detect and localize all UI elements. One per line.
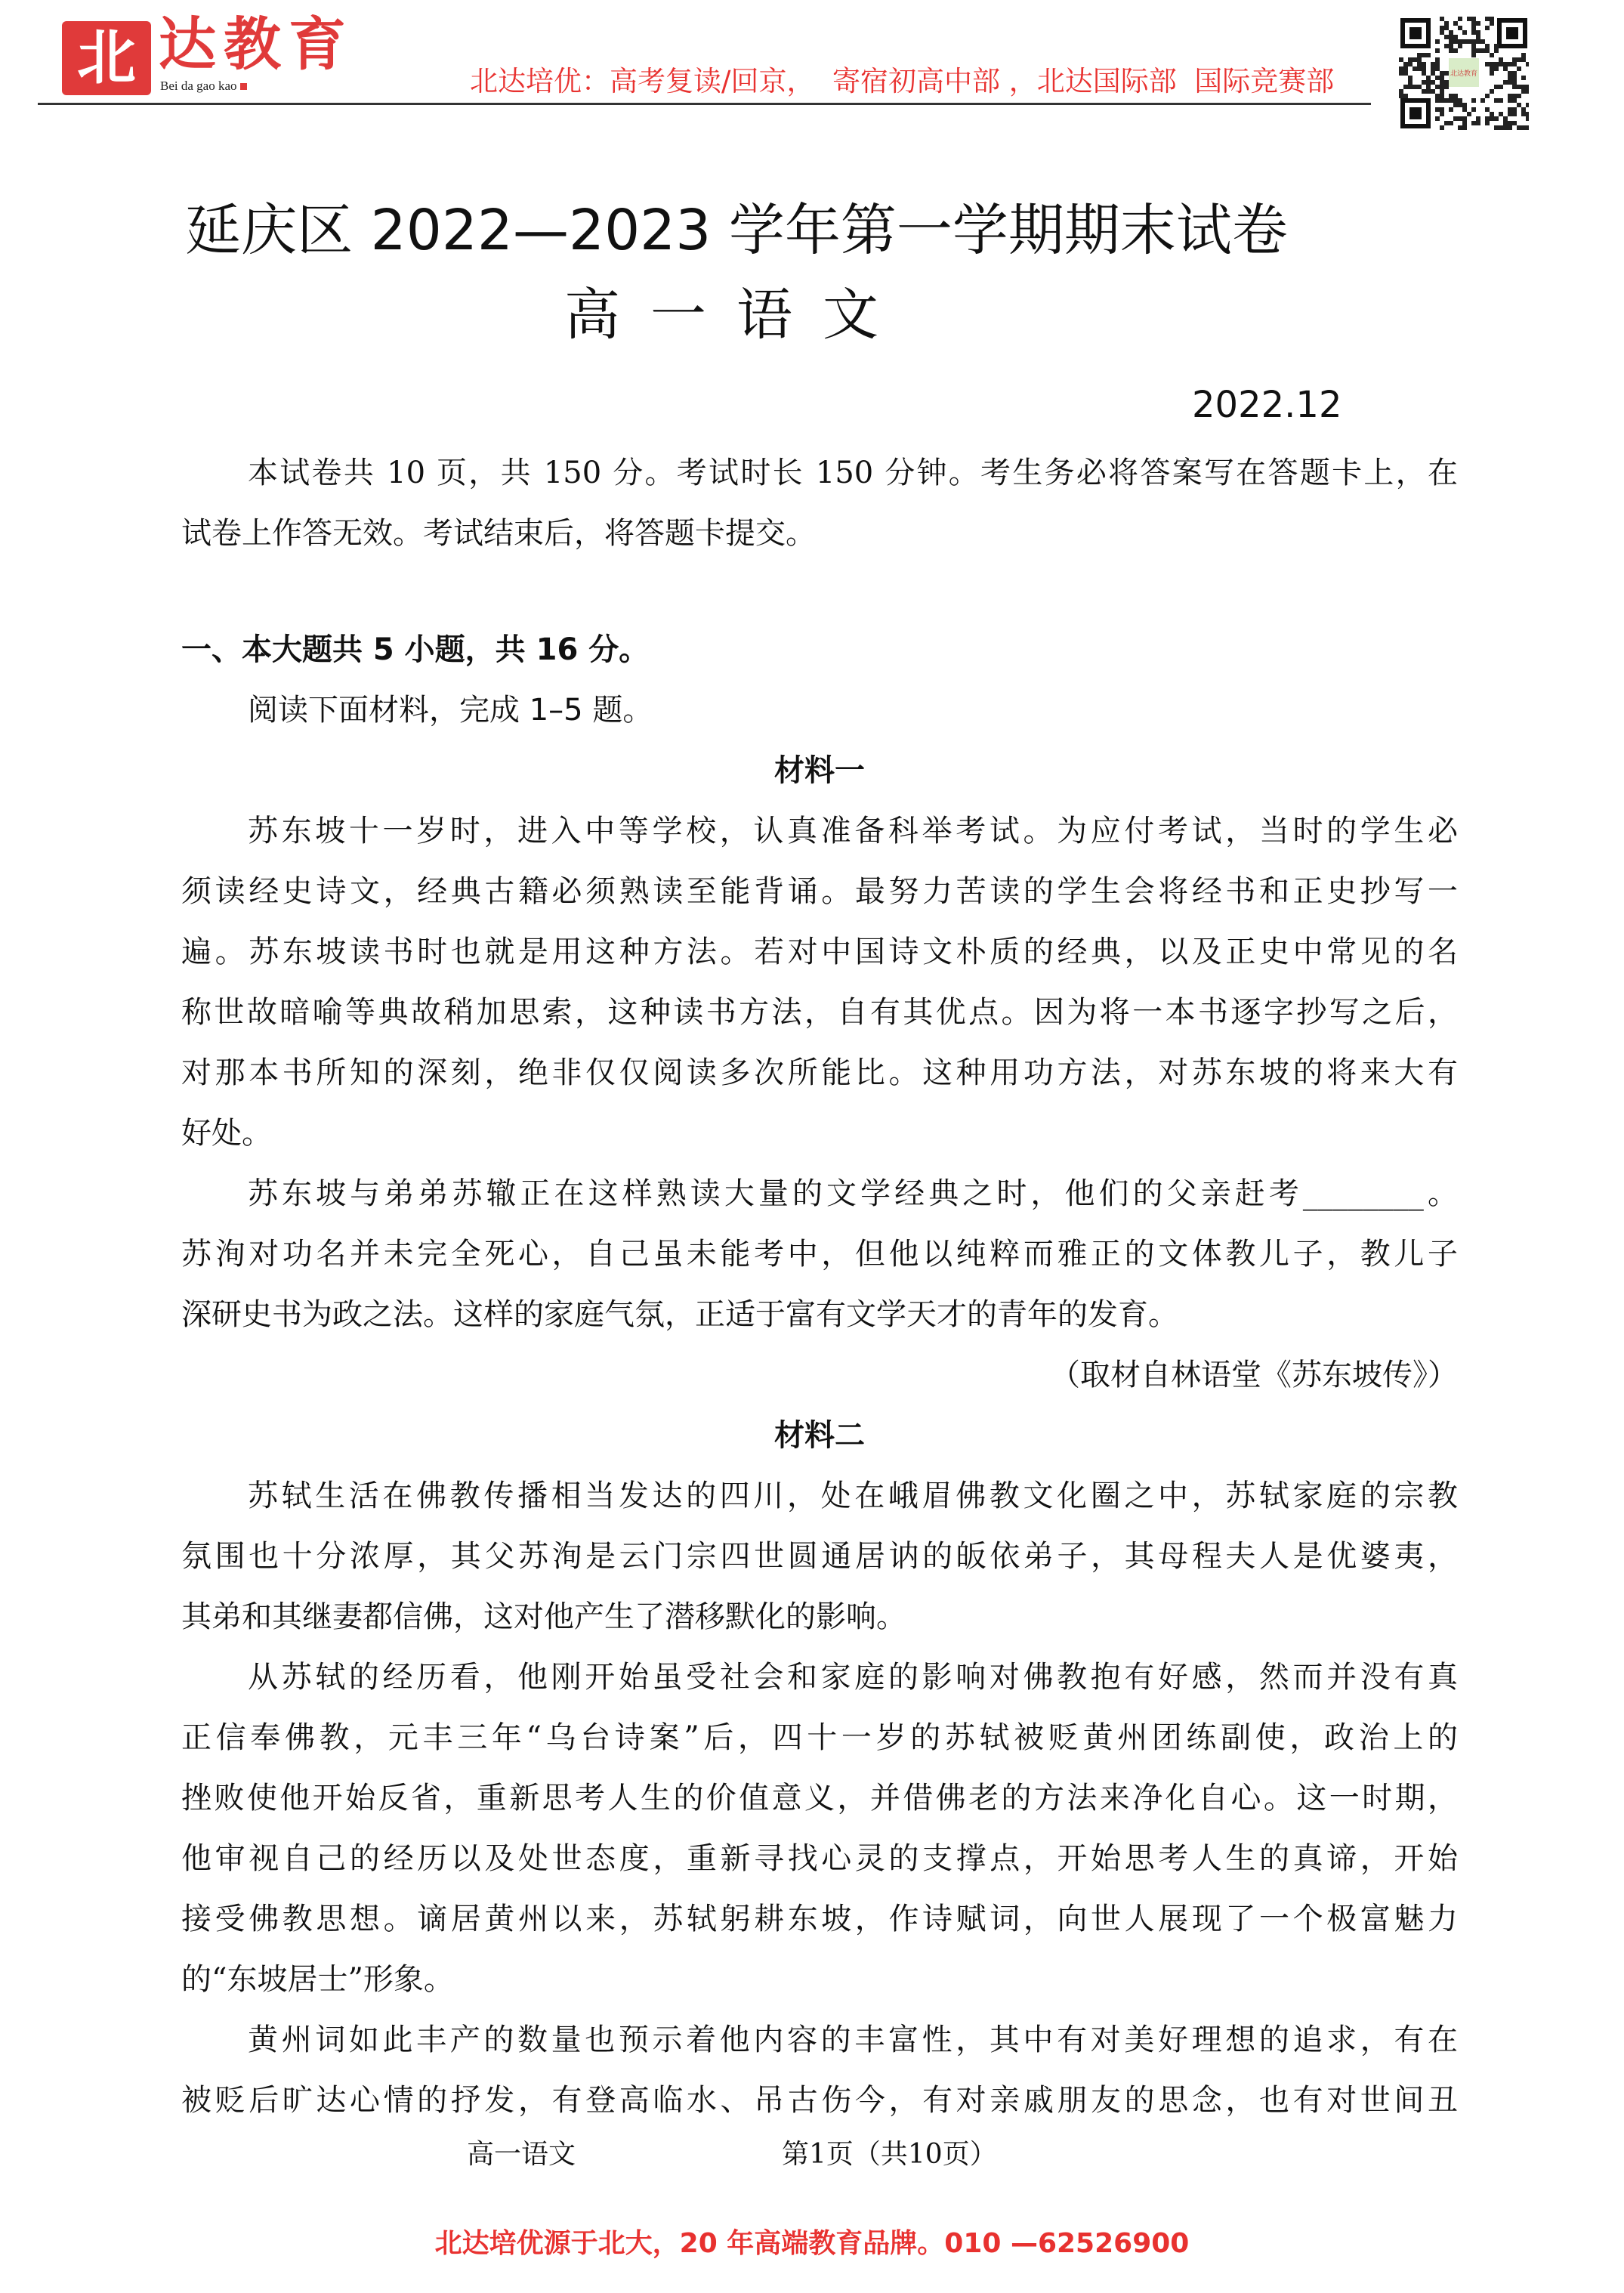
qr-module	[1508, 98, 1512, 103]
qr-module	[1417, 53, 1422, 57]
qr-module	[1449, 35, 1453, 39]
qr-module	[1476, 121, 1480, 125]
qr-module	[1512, 121, 1517, 125]
qr-module	[1462, 116, 1467, 121]
qr-module	[1485, 44, 1490, 48]
qr-module	[1399, 66, 1403, 71]
qr-module	[1435, 107, 1440, 112]
qr-module	[1521, 85, 1526, 89]
qr-module	[1512, 62, 1517, 66]
qr-module	[1422, 71, 1426, 76]
qr-module	[1417, 85, 1422, 89]
text-line: 其弟和其继妻都信佛，这对他产生了潜移默化的影响。	[181, 1599, 906, 1634]
qr-module	[1476, 48, 1480, 53]
text-line: 的“东坡居士”形象。	[181, 1962, 454, 1997]
qr-module	[1453, 39, 1458, 44]
qr-module	[1440, 71, 1444, 76]
qr-module	[1444, 85, 1449, 89]
qr-module	[1399, 71, 1403, 76]
qr-module	[1467, 17, 1471, 21]
qr-module	[1508, 76, 1512, 80]
qr-module	[1444, 35, 1449, 39]
qr-module	[1499, 62, 1503, 66]
qr-module	[1471, 26, 1476, 30]
qr-module	[1462, 125, 1467, 130]
qr-module	[1462, 107, 1467, 112]
qr-module	[1526, 62, 1529, 66]
qr-module	[1431, 71, 1435, 76]
qr-module	[1453, 21, 1458, 26]
text-line: 挫败使他开始反省，重新思考人生的价值意义，并借佛老的方法来净化自心。这一时期，	[181, 1781, 1458, 1816]
qr-module	[1490, 66, 1494, 71]
text-line: 他审视自己的经历以及处世态度，重新寻找心灵的支撑点，开始思考人生的真谛，开始	[181, 1841, 1458, 1876]
qr-module	[1494, 66, 1499, 71]
qr-module	[1494, 125, 1499, 130]
qr-module	[1521, 89, 1526, 94]
qr-module	[1521, 112, 1526, 116]
qr-module	[1471, 21, 1476, 26]
qr-label: 北达教育	[1450, 70, 1478, 78]
qr-module	[1435, 66, 1440, 71]
qr-module	[1485, 107, 1490, 112]
qr-module	[1512, 94, 1517, 98]
qr-module	[1521, 107, 1526, 112]
section-instruction: 阅读下面材料，完成 1–5 题。	[248, 693, 653, 728]
qr-module	[1494, 62, 1499, 66]
qr-module	[1508, 94, 1512, 98]
qr-module	[1494, 98, 1499, 103]
qr-module	[1485, 17, 1490, 21]
qr-module	[1512, 57, 1517, 62]
qr-module	[1440, 94, 1444, 98]
qr-module	[1458, 125, 1462, 130]
qr-module	[1422, 80, 1426, 85]
qr-module	[1444, 98, 1449, 103]
qr-module	[1485, 94, 1490, 98]
header-divider	[38, 103, 1371, 105]
qr-module	[1471, 44, 1476, 48]
qr-module	[1453, 48, 1458, 53]
qr-module	[1440, 17, 1444, 21]
qr-module	[1399, 57, 1403, 62]
qr-module	[1476, 21, 1480, 26]
text-line: 正信奉佛教，元丰三年“乌台诗案”后，四十一岁的苏轼被贬黄州团练副使，政治上的	[181, 1720, 1458, 1755]
material1	[181, 801, 1458, 2131]
qr-module	[1462, 30, 1467, 35]
qr-module	[1453, 103, 1458, 107]
qr-module	[1512, 107, 1517, 112]
page-footer	[0, 2138, 1624, 2171]
qr-module	[1435, 116, 1440, 121]
qr-module	[1449, 30, 1453, 35]
qr-module	[1435, 98, 1440, 103]
qr-module	[1408, 85, 1413, 89]
intro	[181, 443, 1458, 564]
qr-module	[1517, 125, 1521, 130]
qr-module	[1503, 125, 1508, 130]
qr-module	[1508, 62, 1512, 66]
qr-module	[1458, 26, 1462, 30]
qr-module	[1508, 71, 1512, 76]
qr-module	[1512, 71, 1517, 76]
text-line: 好处。	[181, 1116, 272, 1151]
section-heading: 一、本大题共 5 小题，共 16 分。	[181, 632, 650, 667]
qr-module	[1480, 98, 1485, 103]
qr-module	[1413, 85, 1417, 89]
qr-module	[1526, 103, 1529, 107]
qr-module	[1431, 66, 1435, 71]
qr-module	[1458, 98, 1462, 103]
qr-module	[1521, 57, 1526, 62]
qr-module	[1453, 116, 1458, 121]
qr-module	[1403, 71, 1408, 76]
qr-module	[1426, 89, 1431, 94]
text-line: 苏洵对功名并未完全死心，自己虽未能考中，但他以纯粹而雅正的文体教儿子，教儿子	[181, 1237, 1458, 1272]
qr-module	[1422, 62, 1426, 66]
logo-mark: 北	[62, 21, 151, 95]
qr-module	[1458, 17, 1462, 21]
qr-module	[1485, 116, 1490, 121]
qr-module	[1449, 107, 1453, 112]
qr-module	[1508, 112, 1512, 116]
qr-module	[1485, 121, 1490, 125]
qr-module	[1458, 116, 1462, 121]
qr-module	[1471, 30, 1476, 35]
qr-module	[1499, 57, 1503, 62]
text-line: 苏东坡与弟弟苏辙正在这样熟读大量的文学经典之时，他们的父亲赶考________。	[248, 1176, 1458, 1211]
logo-pinyin	[160, 79, 247, 94]
text-line: 从苏轼的经历看，他刚开始虽受社会和家庭的影响对佛教抱有好感，然而并没有真	[248, 1660, 1458, 1695]
qr-module	[1403, 66, 1408, 71]
bottom-banner: 北达培优源于北大，20 年高端教育品牌。010 —62526900	[434, 2228, 1190, 2259]
qr-module	[1526, 89, 1529, 94]
qr-module	[1435, 39, 1440, 44]
qr-module	[1453, 94, 1458, 98]
qr-module	[1476, 35, 1480, 39]
qr-module	[1444, 71, 1449, 76]
qr-module	[1494, 48, 1499, 53]
qr-module	[1517, 57, 1521, 62]
footer-page-number: 第1页（共10页）	[782, 2139, 997, 2170]
qr-module	[1476, 116, 1480, 121]
qr-module	[1462, 39, 1467, 44]
intro-line: 试卷上作答无效。考试结束后，将答题卡提交。	[181, 516, 816, 551]
qr-module	[1417, 66, 1422, 71]
qr-module	[1503, 62, 1508, 66]
qr-module	[1508, 125, 1512, 130]
qr-module	[1440, 112, 1444, 116]
qr-module	[1494, 44, 1499, 48]
qr-module	[1426, 85, 1431, 89]
qr-module	[1521, 53, 1526, 57]
qr-module	[1471, 53, 1476, 57]
qr-module	[1403, 94, 1408, 98]
qr-module	[1444, 26, 1449, 30]
qr-module	[1490, 17, 1494, 21]
qr-module	[1449, 39, 1453, 44]
qr-module	[1408, 57, 1413, 62]
qr-module	[1512, 76, 1517, 80]
text-line: 黄州词如此丰产的数量也预示着他内容的丰富性，其中有对美好理想的追求，有在	[248, 2023, 1458, 2057]
qr-module	[1526, 116, 1529, 121]
qr-module	[1449, 94, 1453, 98]
qr-module	[1431, 80, 1435, 85]
qr-module	[1517, 85, 1521, 89]
qr-module	[1508, 107, 1512, 112]
footer-subject: 高一语文	[467, 2139, 576, 2170]
qr-module	[1471, 121, 1476, 125]
text-line: 遍。苏东坡读书时也就是用这种方法。若对中国诗文朴质的经典，以及正史中常见的名	[181, 935, 1458, 969]
qr-module	[1435, 57, 1440, 62]
qr-module	[1476, 39, 1480, 44]
qr-module	[1512, 98, 1517, 103]
qr-module	[1503, 66, 1508, 71]
qr-module	[1440, 125, 1444, 130]
qr-module	[1413, 57, 1417, 62]
text-line: 氛围也十分浓厚，其父苏洵是云门宗四世圆通居讷的皈依弟子，其母程夫人是优婆夷，	[181, 1539, 1458, 1574]
qr-module	[1458, 44, 1462, 48]
qr-module	[1422, 53, 1426, 57]
text-line: 接受佛教思想。谪居黄州以来，苏轼躬耕东坡，作诗赋词，向世人展现了一个极富魅力	[181, 1902, 1458, 1936]
qr-module	[1426, 76, 1431, 80]
qr-module	[1431, 62, 1435, 66]
qr-module	[1517, 103, 1521, 107]
qr-module	[1426, 80, 1431, 85]
text-line: 须读经史诗文，经典古籍必须熟读至能背诵。最努力苦读的学生会将经书和正史抄写一	[181, 874, 1458, 909]
qr-module	[1444, 21, 1449, 26]
qr-module	[1440, 26, 1444, 30]
qr-module	[1480, 48, 1485, 53]
logo-square-icon	[240, 83, 247, 90]
qr-module	[1467, 112, 1471, 116]
qr-module	[1403, 62, 1408, 66]
material2-title: 材料二	[774, 1418, 865, 1453]
qr-module	[1449, 98, 1453, 103]
header-slogan: 北达培优：高考复读/回京， 寄宿初高中部 ，北达国际部 国际竞赛部	[470, 65, 1335, 97]
qr-module	[1480, 39, 1485, 44]
qr-module	[1399, 89, 1403, 94]
qr-module	[1485, 26, 1490, 30]
qr-module	[1440, 98, 1444, 103]
qr-module	[1399, 94, 1403, 98]
qr-module	[1453, 35, 1458, 39]
material1-title: 材料一	[774, 753, 865, 788]
exam-title: 延庆区 2022—2023 学年第一学期期末试卷	[185, 198, 1288, 263]
qr-module	[1444, 44, 1449, 48]
text-line: 深研史书为政之法。这样的家庭气氛，正适于富有文学天才的青年的发育。	[181, 1297, 1178, 1332]
qr-module	[1444, 80, 1449, 85]
qr-module	[1471, 98, 1476, 103]
qr-module	[1490, 89, 1494, 94]
qr-module	[1471, 39, 1476, 44]
qr-module	[1422, 89, 1426, 94]
qr-module	[1490, 116, 1494, 121]
qr-module	[1422, 66, 1426, 71]
qr-module	[1435, 76, 1440, 80]
exam-subject: 高一语文	[564, 283, 909, 348]
text-line: 被贬后旷达心情的抒发，有登高临水、吊古伤今，有对亲戚朋友的思念，也有对世间丑	[181, 2083, 1458, 2118]
qr-module	[1512, 112, 1517, 116]
qr-module	[1413, 66, 1417, 71]
qr-module	[1408, 62, 1413, 66]
qr-module	[1499, 85, 1503, 89]
qr-module	[1503, 80, 1508, 85]
qr-module	[1440, 76, 1444, 80]
qr-module	[1490, 62, 1494, 66]
qr-module	[1499, 98, 1503, 103]
logo-pinyin-text: Bei da gao kao	[160, 79, 237, 93]
qr-module	[1417, 62, 1422, 66]
exam-date: 2022.12	[1192, 384, 1342, 426]
intro-line: 本试卷共 10 页，共 150 分。考试时长 150 分钟。考生务必将答案写在答题卡上，在	[248, 456, 1458, 490]
qr-code-icon	[1399, 17, 1529, 130]
qr-module	[1458, 103, 1462, 107]
logo-text: 达教育	[159, 11, 354, 78]
qr-module	[1499, 125, 1503, 130]
qr-module	[1449, 44, 1453, 48]
qr-module	[1435, 62, 1440, 66]
qr-module	[1440, 89, 1444, 94]
qr-module	[1526, 125, 1529, 130]
qr-module	[1490, 21, 1494, 26]
qr-module	[1471, 107, 1476, 112]
qr-module	[1494, 85, 1499, 89]
qr-module	[1517, 94, 1521, 98]
qr-module	[1462, 103, 1467, 107]
qr-module	[1431, 89, 1435, 94]
qr-module	[1458, 39, 1462, 44]
qr-module	[1467, 39, 1471, 44]
qr-module	[1408, 76, 1413, 80]
qr-module	[1435, 48, 1440, 53]
qr-module	[1444, 121, 1449, 125]
qr-module	[1403, 85, 1408, 89]
qr-module	[1512, 85, 1517, 89]
qr-module	[1449, 48, 1453, 53]
qr-module	[1440, 80, 1444, 85]
qr-module	[1476, 30, 1480, 35]
qr-module	[1417, 57, 1422, 62]
qr-module	[1453, 98, 1458, 103]
source-citation: （取材自林语堂《苏东坡传》）	[1050, 1358, 1458, 1392]
qr-module	[1471, 48, 1476, 53]
qr-module	[1517, 66, 1521, 71]
qr-module	[1503, 116, 1508, 121]
qr-module	[1440, 85, 1444, 89]
qr-module	[1440, 107, 1444, 112]
qr-module	[1499, 112, 1503, 116]
qr-module	[1440, 30, 1444, 35]
qr-module	[1435, 94, 1440, 98]
qr-module	[1494, 116, 1499, 121]
qr-module	[1490, 112, 1494, 116]
qr-module	[1526, 112, 1529, 116]
qr-module	[1435, 85, 1440, 89]
qr-module	[1485, 62, 1490, 66]
qr-module	[1471, 17, 1476, 21]
qr-module	[1490, 53, 1494, 57]
text-line: 对那本书所知的深刻，绝非仅仅阅读多次所能比。这种用功方法，对苏东坡的将来大有	[181, 1055, 1458, 1090]
qr-module	[1408, 80, 1413, 85]
text-line: 称世故暗喻等典故稍加思索，这种读书方法，自有其优点。因为将一本书逐字抄写之后，	[181, 995, 1458, 1030]
qr-module	[1503, 121, 1508, 125]
qr-module	[1490, 71, 1494, 76]
qr-module	[1485, 48, 1490, 53]
qr-module	[1449, 121, 1453, 125]
qr-module	[1521, 125, 1526, 130]
text-line: 苏轼生活在佛教传播相当发达的四川，处在峨眉佛教文化圈之中，苏轼家庭的宗教	[248, 1479, 1458, 1513]
qr-module	[1508, 121, 1512, 125]
qr-module	[1526, 85, 1529, 89]
section-header	[181, 620, 1458, 801]
qr-module	[1508, 80, 1512, 85]
qr-module	[1521, 76, 1526, 80]
qr-module	[1462, 121, 1467, 125]
text-line: 苏东坡十一岁时，进入中等学校，认真准备科举考试。为应付考试，当时的学生必	[248, 814, 1458, 848]
qr-module	[1426, 53, 1431, 57]
qr-module	[1512, 80, 1517, 85]
